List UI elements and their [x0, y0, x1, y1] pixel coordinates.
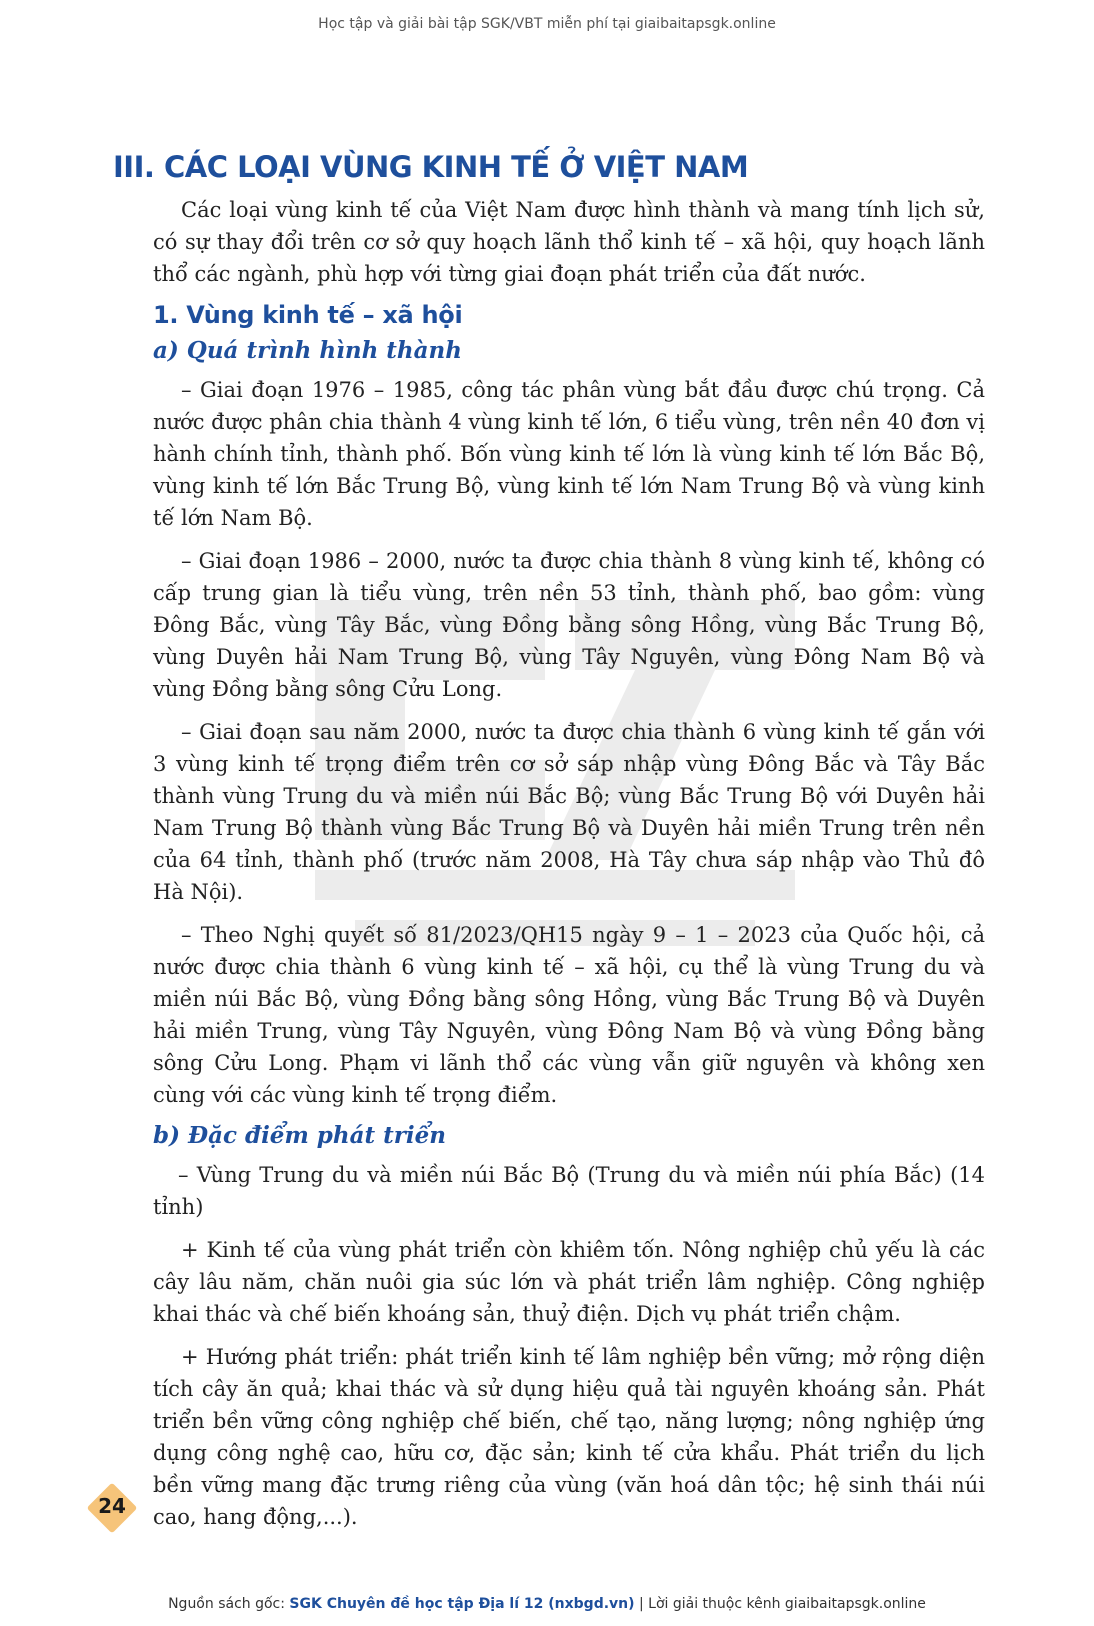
section-title: III. CÁC LOẠI VÙNG KINH TẾ Ở VIỆT NAM: [113, 150, 749, 184]
part-b-title: b) Đặc điểm phát triển: [153, 1122, 446, 1149]
part-b-paragraph-2: + Kinh tế của vùng phát triển còn khiêm tốn. Nông nghiệp chủ yếu là các cây lâu năm, chăn nuôi gia súc lớn và phát triển lâm nghiệp. Công nghiệp khai thác và chế biến khoáng sản, thuỷ điện. Dịch vụ phát triển chậm.: [153, 1238, 985, 1326]
part-b-paragraph-3: + Hướng phát triển: phát triển kinh tế lâm nghiệp bền vững; mở rộng diện tích cây ăn quả; khai thác và sử dụng hiệu quả tài nguyên khoáng sản. Phát triển bền vững công nghiệp chế biến, chế tạo, năng lượng; nông nghiệp ứng dụng công nghệ cao, hữu cơ, đặc sản; kinh tế cửa khẩu. Phát triển du lịch bền vững mang đặc trưng riêng của vùng (văn hoá dân tộc; hệ sinh thái núi cao, hang động,...).: [153, 1345, 985, 1529]
part-a-paragraph-1: – Giai đoạn 1976 – 1985, công tác phân vùng bắt đầu được chú trọng. Cả nước được phân chia thành 4 vùng kinh tế lớn, 6 tiểu vùng, trên nền 40 đơn vị hành chính tỉnh, thành phố. Bốn vùng kinh tế lớn là vùng kinh tế lớn Bắc Bộ, vùng kinh tế lớn Bắc Trung Bộ, vùng kinh tế lớn Nam Trung Bộ và vùng kinh tế lớn Nam Bộ.: [153, 378, 985, 530]
footer-source-link[interactable]: SGK Chuyên đề học tập Địa lí 12 (nxbgd.vn): [289, 1596, 635, 1612]
part-a-paragraph-2: – Giai đoạn 1986 – 2000, nước ta được chia thành 8 vùng kinh tế, không có cấp trung gian là tiểu vùng, trên nền 53 tỉnh, thành phố, bao gồm: vùng Đông Bắc, vùng Tây Bắc, vùng Đồng bằng sông Hồng, vùng Bắc Trung Bộ, vùng Duyên hải Nam Trung Bộ, vùng Tây Nguyên, vùng Đông Nam Bộ và vùng Đồng bằng sông Cửu Long.: [153, 549, 985, 701]
page-number-badge: [88, 1484, 138, 1534]
part-a-paragraph-3: – Giai đoạn sau năm 2000, nước ta được chia thành 6 vùng kinh tế gắn với 3 vùng kinh tế trọng điểm trên cơ sở sáp nhập vùng Đông Bắc và Tây Bắc thành vùng Trung du và miền núi Bắc Bộ; vùng Bắc Trung Bộ với Duyên hải Nam Trung Bộ thành vùng Bắc Trung Bộ và Duyên hải miền Trung trên nền của 64 tỉnh, thành phố (trước năm 2008, Hà Tây chưa sáp nhập vào Thủ đô Hà Nội).: [153, 720, 985, 904]
footer-prefix: Nguồn sách gốc:: [168, 1596, 290, 1612]
subsection-title: 1. Vùng kinh tế – xã hội: [153, 301, 463, 329]
section-intro: Các loại vùng kinh tế của Việt Nam được hình thành và mang tính lịch sử, có sự thay đổi trên cơ sở quy hoạch lãnh thổ kinh tế – xã hội, quy hoạch lãnh thổ các ngành, phù hợp với từng giai đoạn phát triển của đất nước.: [153, 198, 985, 286]
footer-source: [0, 1596, 1094, 1612]
footer-suffix: | Lời giải thuộc kênh giaibaitapsgk.online: [634, 1596, 926, 1612]
part-a-paragraph-4: – Theo Nghị quyết số 81/2023/QH15 ngày 9 – 1 – 2023 của Quốc hội, cả nước được chia thành 6 vùng kinh tế – xã hội, cụ thể là vùng Trung du và miền núi Bắc Bộ, vùng Đồng bằng sông Hồng, vùng Bắc Trung Bộ và Duyên hải miền Trung, vùng Tây Nguyên, vùng Đông Nam Bộ và vùng Đồng bằng sông Cửu Long. Phạm vi lãnh thổ các vùng vẫn giữ nguyên và không xen cùng với các vùng kinh tế trọng điểm.: [153, 923, 985, 1107]
part-a-title: a) Quá trình hình thành: [153, 337, 462, 364]
page-content: [113, 150, 985, 1544]
part-b-paragraph-1: – Vùng Trung du và miền núi Bắc Bộ (Trung du và miền núi phía Bắc) (14 tỉnh): [153, 1163, 985, 1219]
top-website-note: Học tập và giải bài tập SGK/VBT miễn phí tại giaibaitapsgk.online: [318, 16, 776, 32]
page-number: 24: [98, 1494, 126, 1518]
